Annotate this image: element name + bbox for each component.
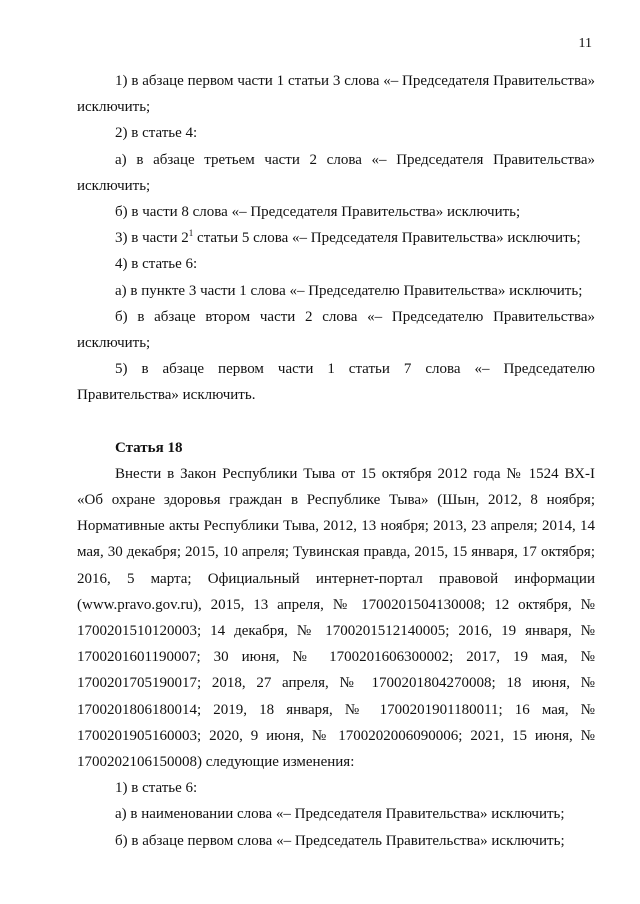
article-heading: Статья 18 xyxy=(115,439,183,456)
article-body: Внести в Закон Республики Тыва от 15 октября 2012 года № 1524 ВХ-I «Об охране здоровья граждан в Республике Тыва» (Шын, 2012, 8 ноября; Нормативные акты Республики Тыва, 2012, 13 ноября; 2013, 23 апреля; 2014, 14 мая, 30 декабря; 2015, 10 апреля; Тувинская правда, 2015, 15 января, 17 октября; 2016, 5 марта; Официальный интернет-портал правовой информации (www.pravo.gov.ru), 2015, 13 апреля, № 1700201504130008; 12 октября, № 1700201510120003; 14 декабря, № 1700201512140005; 2016, 19 января, № 1700201601190007; 30 июня, № 1700201606300002; 2017, 19 мая, № 1700201705190017; 2018, 27 апреля, № 1700201804270008; 18 июня, № 1700201806180014; 2019, 18 января, № 1700201901180011; 16 мая, № 1700201905160003; 2020, 9 июня, № 1700202006090006; 2021, 15 июня, № 1700202106150008) следующие изменения: xyxy=(77,465,595,771)
paragraph-item-5: 5) в абзаце первом части 1 статьи 7 слова «– Председателю Правительства» исключить. xyxy=(77,361,595,404)
page-number: 11 xyxy=(578,36,592,51)
document-body xyxy=(77,68,595,854)
superscript-1: 1 xyxy=(188,228,194,239)
paragraph-item-1: 1) в абзаце первом части 1 статьи 3 слова «– Председателя Правительства» исключить; xyxy=(77,73,595,116)
paragraph-item-3-post: статьи 5 слова «– Председателя Правительства» исключить; xyxy=(193,230,581,247)
paragraph-article-item-1: 1) в статье 6: xyxy=(115,780,198,797)
paragraph-item-2b: б) в части 8 слова «– Председателя Правительства» исключить; xyxy=(115,204,521,221)
paragraph-item-4b: б) в абзаце втором части 2 слова «– Председателю Правительства» исключить; xyxy=(77,308,595,352)
paragraph-item-4: 4) в статье 6: xyxy=(115,256,198,273)
paragraph-item-4a: а) в пункте 3 части 1 слова «– Председателю Правительства» исключить; xyxy=(115,282,583,299)
paragraph-item-2: 2) в статье 4: xyxy=(115,125,198,142)
paragraph-item-3 xyxy=(77,225,595,251)
paragraph-item-3-pre: 3) в части 2 xyxy=(115,230,189,247)
paragraph-article-item-1b: б) в абзаце первом слова «– Председатель Правительства» исключить; xyxy=(115,832,565,849)
paragraph-article-item-1a: а) в наименовании слова «– Председателя Правительства» исключить; xyxy=(115,806,565,823)
paragraph-item-2a: а) в абзаце третьем части 2 слова «– Председателя Правительства» исключить; xyxy=(77,151,595,194)
